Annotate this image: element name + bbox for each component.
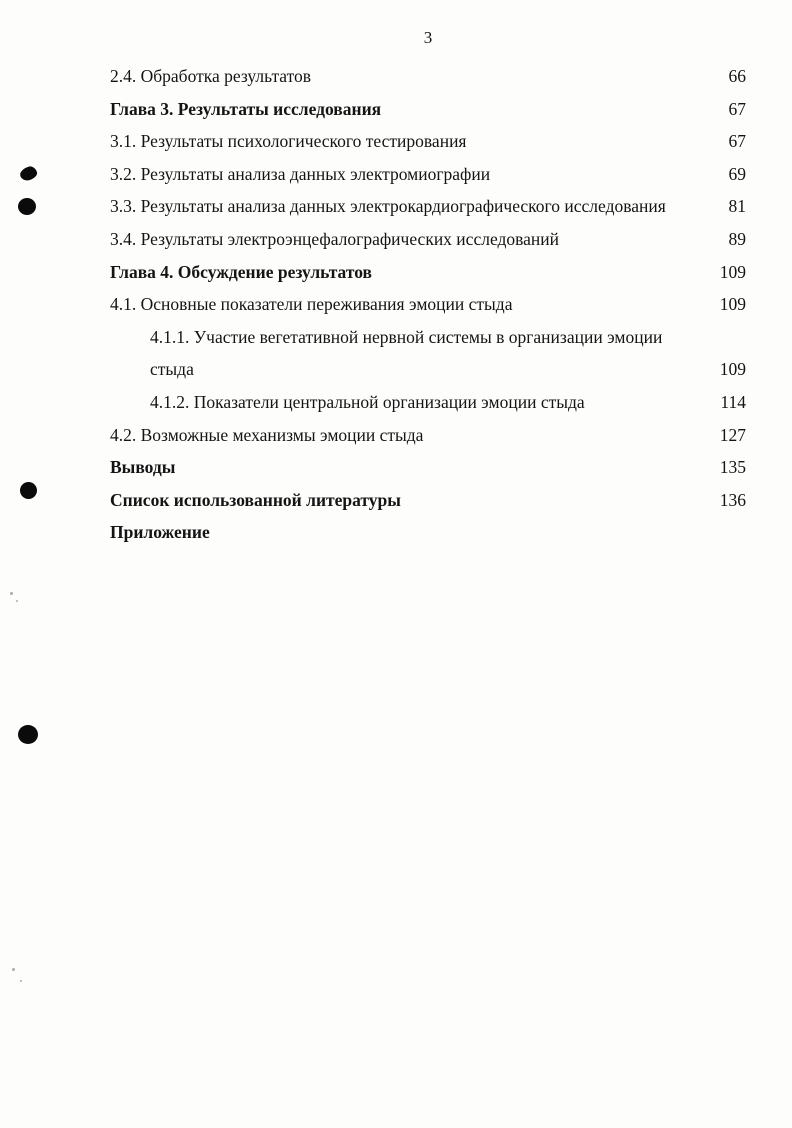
toc-entry — [110, 451, 746, 484]
toc-entry-title: стыда — [150, 359, 194, 380]
toc-entry-continuation — [110, 353, 746, 386]
toc-entry — [110, 256, 746, 289]
toc-entry-title: 3.1. Результаты психологического тестирования — [110, 131, 467, 152]
page-number: 3 — [423, 28, 433, 47]
ink-dot-artifact — [18, 725, 38, 744]
scan-speck — [10, 592, 13, 595]
toc-entry-page: 109 — [719, 261, 746, 282]
toc-entry-title: 3.4. Результаты электроэнцефалографических исследований — [110, 228, 560, 249]
toc-entry — [110, 484, 746, 517]
toc-entry — [110, 223, 746, 256]
toc-entry-title: 3.2. Результаты анализа данных электромиографии — [110, 163, 491, 184]
scan-speck — [12, 968, 15, 971]
toc-entry-title: 4.1.1. Участие вегетативной нервной системы в организации эмоции — [150, 326, 663, 347]
toc-entry-page: 127 — [719, 424, 746, 445]
toc-entry-page: 67 — [728, 98, 746, 119]
toc-entry-page: 109 — [719, 294, 746, 315]
toc-entry — [110, 516, 746, 549]
ink-dot-artifact — [18, 198, 36, 215]
toc-entry — [110, 158, 746, 191]
toc-entry-title: 4.1. Основные показатели переживания эмоции стыда — [110, 294, 513, 315]
toc-entry — [110, 93, 746, 126]
toc-entry-page: 114 — [720, 391, 746, 412]
toc-entry-page: 66 — [728, 66, 746, 86]
ink-dot-artifact — [20, 482, 37, 499]
toc-entry — [110, 386, 746, 419]
toc-entry — [110, 288, 746, 321]
toc-entry-title: Приложение — [110, 522, 210, 543]
toc-entry — [110, 125, 746, 158]
scan-speck — [16, 600, 18, 602]
scan-speck — [20, 980, 22, 982]
toc-entry — [110, 190, 746, 223]
toc-entry — [110, 419, 746, 452]
toc-entry-title: 4.1.2. Показатели центральной организации эмоции стыда — [150, 391, 585, 412]
toc-entry-page: 81 — [728, 196, 746, 217]
toc-entry-page: 135 — [719, 457, 746, 478]
ink-smudge-artifact — [18, 165, 38, 183]
toc-entry-page: 89 — [728, 228, 746, 249]
toc-entry-title: Список использованной литературы — [110, 489, 401, 510]
toc-entry-title: Глава 4. Обсуждение результатов — [110, 261, 372, 282]
toc-entry — [110, 60, 746, 93]
toc-list — [110, 60, 746, 549]
toc-entry-title: 2.4. Обработка результатов — [110, 66, 312, 86]
toc-entry — [110, 321, 746, 354]
toc-entry-title: Глава 3. Результаты исследования — [110, 98, 382, 119]
toc-entry-title: 3.3. Результаты анализа данных электрокардиографического исследования — [110, 196, 666, 217]
toc-entry-page: 69 — [728, 163, 746, 184]
toc-entry-page: 136 — [719, 489, 746, 510]
toc-entry-title: 4.2. Возможные механизмы эмоции стыда — [110, 424, 424, 445]
toc-entry-page: 67 — [728, 131, 746, 152]
toc-entry-title: Выводы — [110, 457, 176, 478]
toc-entry-page: 109 — [719, 359, 746, 380]
